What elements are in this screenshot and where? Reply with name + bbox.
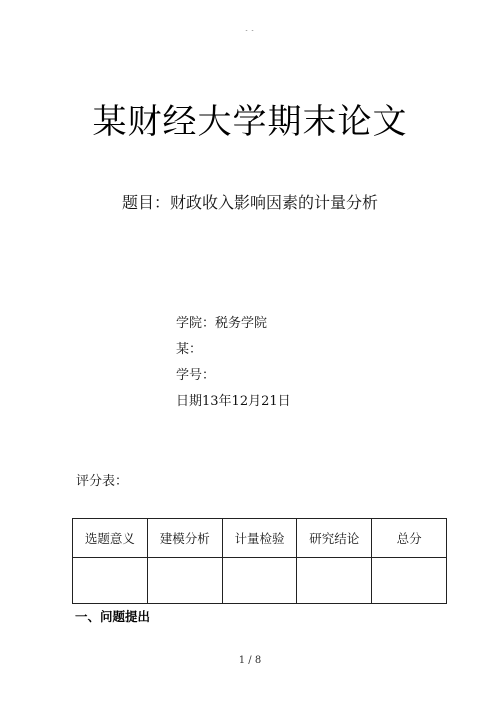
score-table-header-row xyxy=(73,519,447,558)
header-mark: - - xyxy=(245,27,255,34)
score-header-cell: 选题意义 xyxy=(73,519,148,558)
score-header-cell: 建模分析 xyxy=(147,519,222,558)
name-line: 某： xyxy=(176,342,203,357)
document-title: 某财经大学期末论文 xyxy=(92,102,408,142)
score-header-cell: 计量检验 xyxy=(222,519,297,558)
page-number: 1 / 8 xyxy=(238,655,262,666)
score-header-cell: 研究结论 xyxy=(297,519,372,558)
document-subtitle: 题目：财政收入影响因素的计量分析 xyxy=(121,193,378,212)
college-line: 学院：税务学院 xyxy=(176,316,268,331)
score-header-cell: 总分 xyxy=(372,519,447,558)
score-value-cell xyxy=(73,558,148,604)
score-value-cell xyxy=(372,558,447,604)
date-line: 日期13年12月21日 xyxy=(176,394,291,409)
score-value-cell xyxy=(147,558,222,604)
score-table-label: 评分表： xyxy=(76,474,129,489)
score-table-value-row xyxy=(73,558,447,604)
author-info-block xyxy=(176,316,291,420)
score-value-cell xyxy=(222,558,297,604)
student-id-line: 学号： xyxy=(176,368,216,383)
section-heading: 一、问题提出 xyxy=(75,609,151,624)
score-value-cell xyxy=(297,558,372,604)
score-table xyxy=(72,518,447,604)
